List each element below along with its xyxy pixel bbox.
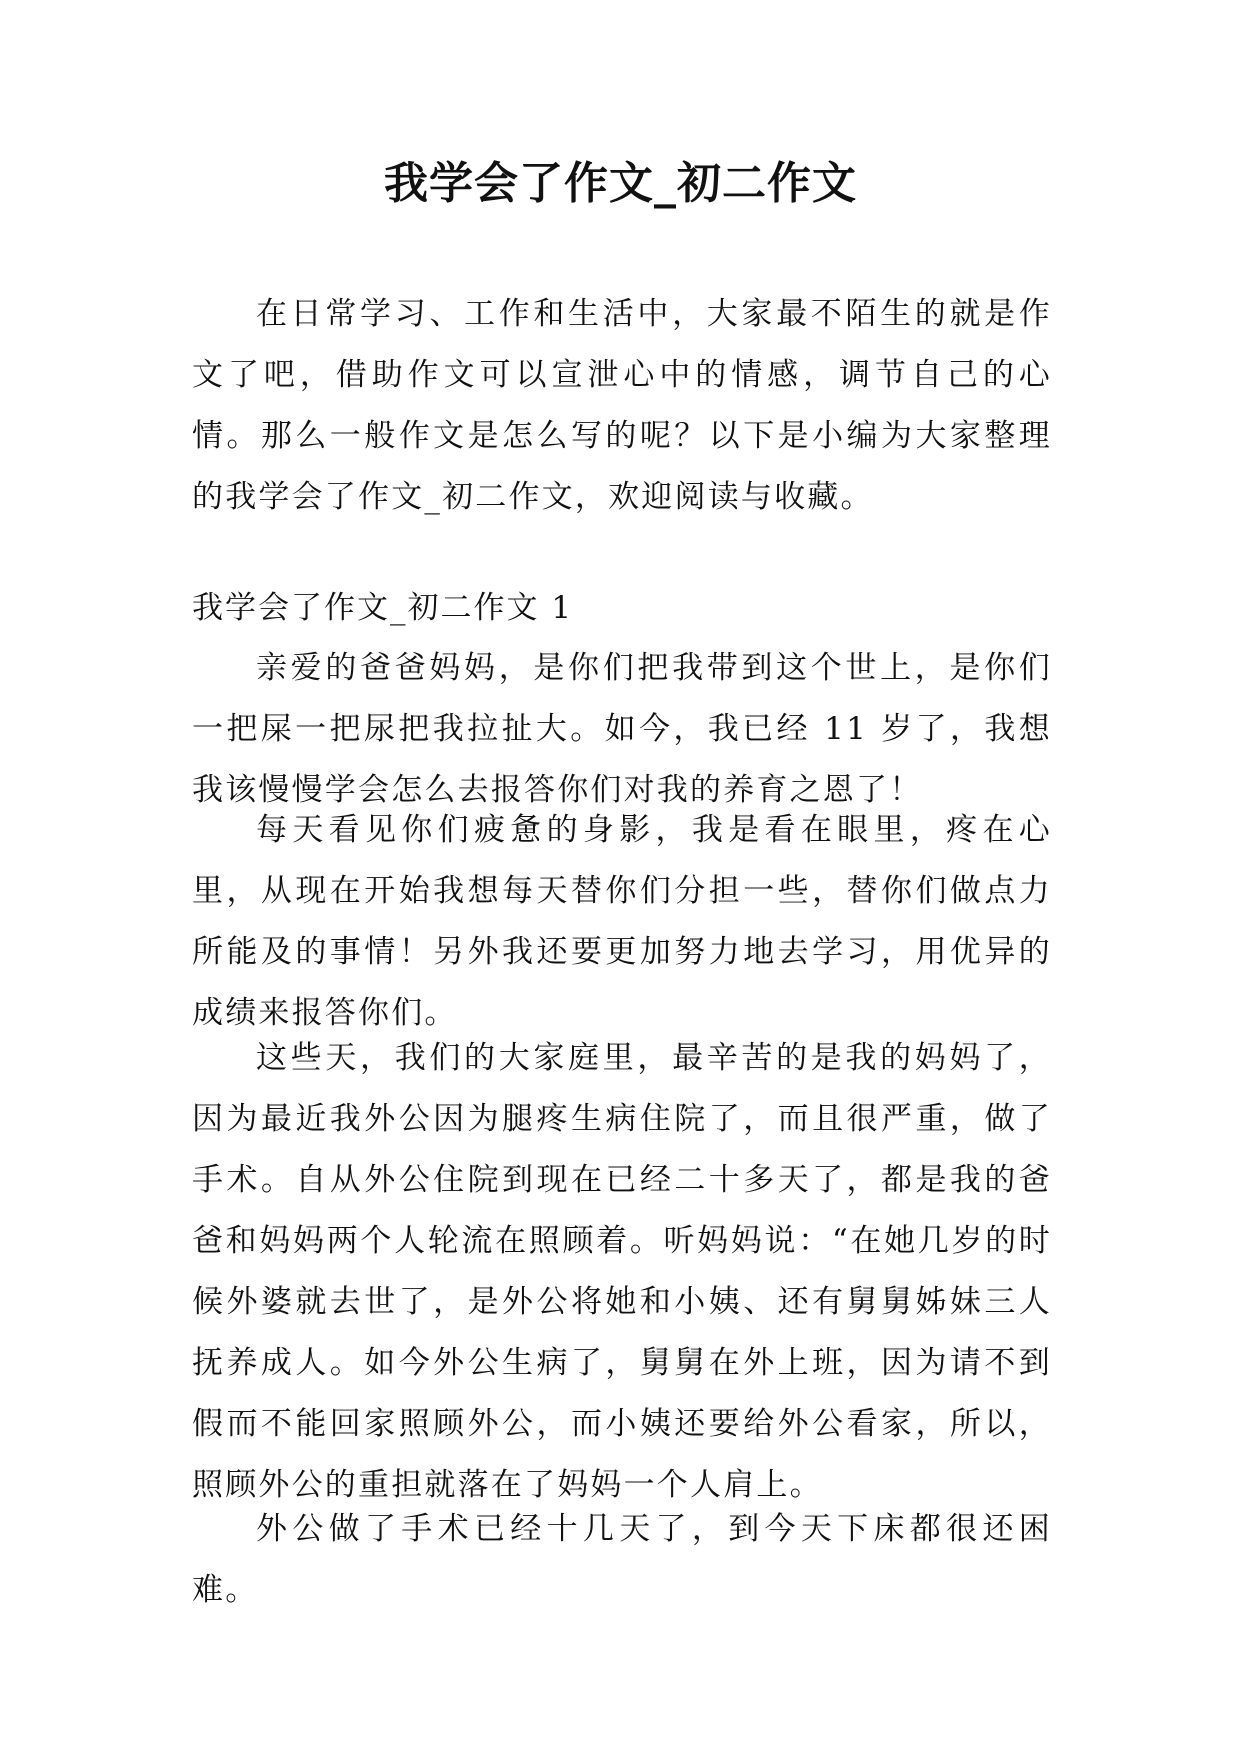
- body-paragraph: 外公做了手术已经十几天了，到今天下床都很还困难。: [192, 1511, 1052, 1608]
- body-paragraph: 亲爱的爸爸妈妈，是你们把我带到这个世上，是你们一把屎一把尿把我拉扯大。如今，我已经 11 岁了，我想我该慢慢学会怎么去报答你们对我的养育之恩了！: [192, 650, 1052, 808]
- body-paragraph: 每天看见你们疲惫的身影，我是看在眼里，疼在心里，从现在开始我想每天替你们分担一些，替你们做点力所能及的事情！另外我还要更加努力地去学习，用优异的成绩来报答你们。: [192, 812, 1052, 1031]
- document-title: 我学会了作文_初二作文: [384, 158, 857, 209]
- intro-paragraph: 在日常学习、工作和生活中，大家最不陌生的就是作文了吧，借助作文可以宣泄心中的情感，调节自己的心情。那么一般作文是怎么写的呢？以下是小编为大家整理的我学会了作文_初二作文，欢迎阅读与收藏。: [192, 296, 1052, 515]
- section-heading: 我学会了作文_初二作文 1: [192, 590, 574, 626]
- body-paragraph: 这些天，我们的大家庭里，最辛苦的是我的妈妈了，因为最近我外公因为腿疼生病住院了，而且很严重，做了手术。自从外公住院到现在已经二十多天了，都是我的爸爸和妈妈两个人轮流在照顾着。听妈妈说：“在她几岁的时候外婆就去世了，是外公将她和小姨、还有舅舅姊妹三人抚养成人。如今外公生病了，舅舅在外上班，因为请不到假而不能回家照顾外公，而小姨还要给外公看家，所以，照顾外公的重担就落在了妈妈一个人肩上。: [192, 1040, 1052, 1503]
